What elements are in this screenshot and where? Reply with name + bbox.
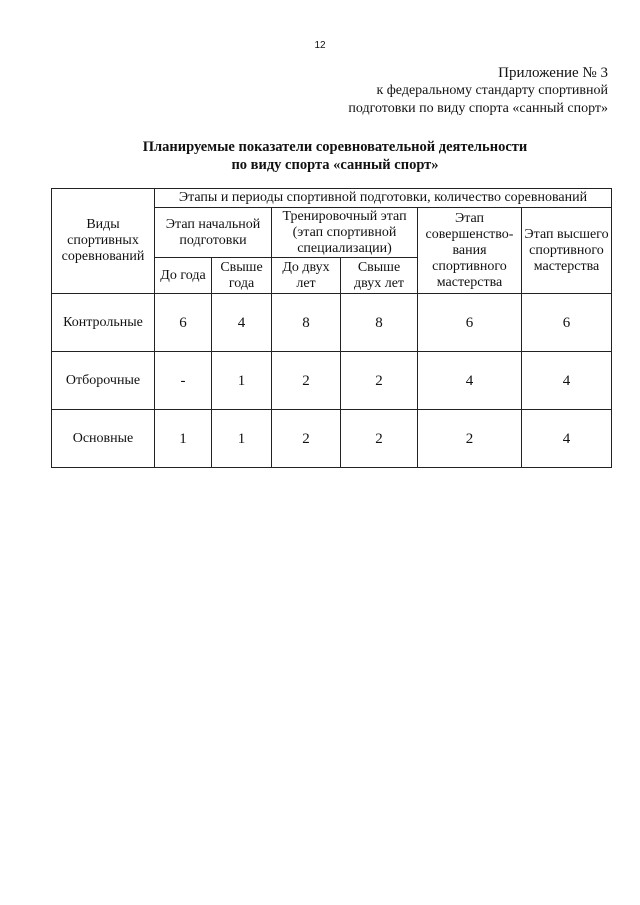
- stage-training-header: Тренировочный этап (этап спортивной специализации): [272, 208, 418, 258]
- table-cell: 6: [522, 294, 612, 352]
- table-cell: 2: [272, 410, 341, 468]
- row-header-cell: Виды спортивных соревнований: [52, 189, 155, 294]
- table-cell: 4: [522, 352, 612, 410]
- table-row: [52, 410, 612, 468]
- table-row: [52, 352, 612, 410]
- row-label: Контрольные: [52, 294, 155, 352]
- table-cell: 8: [272, 294, 341, 352]
- span-header-cell: Этапы и периоды спортивной подготовки, количество соревнований: [155, 189, 612, 208]
- table-cell: 4: [212, 294, 272, 352]
- table-cell: 1: [155, 410, 212, 468]
- title-line: по виду спорта «санный спорт»: [231, 157, 439, 173]
- table-row: [52, 294, 612, 352]
- page-number: 12: [314, 40, 326, 51]
- table-cell: -: [155, 352, 212, 410]
- table-cell: 4: [522, 410, 612, 468]
- appendix-number: Приложение № 3: [498, 65, 608, 81]
- row-label: Отборочные: [52, 352, 155, 410]
- title-line: Планируемые показатели соревновательной деятельности: [142, 139, 528, 155]
- appendix-line: подготовки по виду спорта «санный спорт»: [348, 101, 608, 116]
- subheader-training-over: Свыше двух лет: [341, 258, 418, 294]
- table-cell: 8: [341, 294, 418, 352]
- stage-improvement-header: Этап совершенство-вания спортивного мастерства: [418, 208, 522, 294]
- stage-higher-header: Этап высшего спортивного мастерства: [522, 208, 612, 294]
- subheader-initial-upto: До года: [155, 258, 212, 294]
- stage-initial-header: Этап начальной подготовки: [155, 208, 272, 258]
- table-cell: 6: [418, 294, 522, 352]
- row-label: Основные: [52, 410, 155, 468]
- table-cell: 2: [418, 410, 522, 468]
- appendix-line: к федеральному стандарту спортивной: [376, 83, 608, 98]
- subheader-training-upto: До двух лет: [272, 258, 341, 294]
- table-cell: 1: [212, 352, 272, 410]
- table-cell: 2: [341, 410, 418, 468]
- table-cell: 2: [341, 352, 418, 410]
- document-title: [0, 138, 640, 174]
- table-cell: 1: [212, 410, 272, 468]
- competition-indicators-table: [51, 188, 612, 468]
- table-cell: 6: [155, 294, 212, 352]
- table-cell: 2: [272, 352, 341, 410]
- table-cell: 4: [418, 352, 522, 410]
- subheader-initial-over: Свыше года: [212, 258, 272, 294]
- appendix-note: [348, 64, 608, 118]
